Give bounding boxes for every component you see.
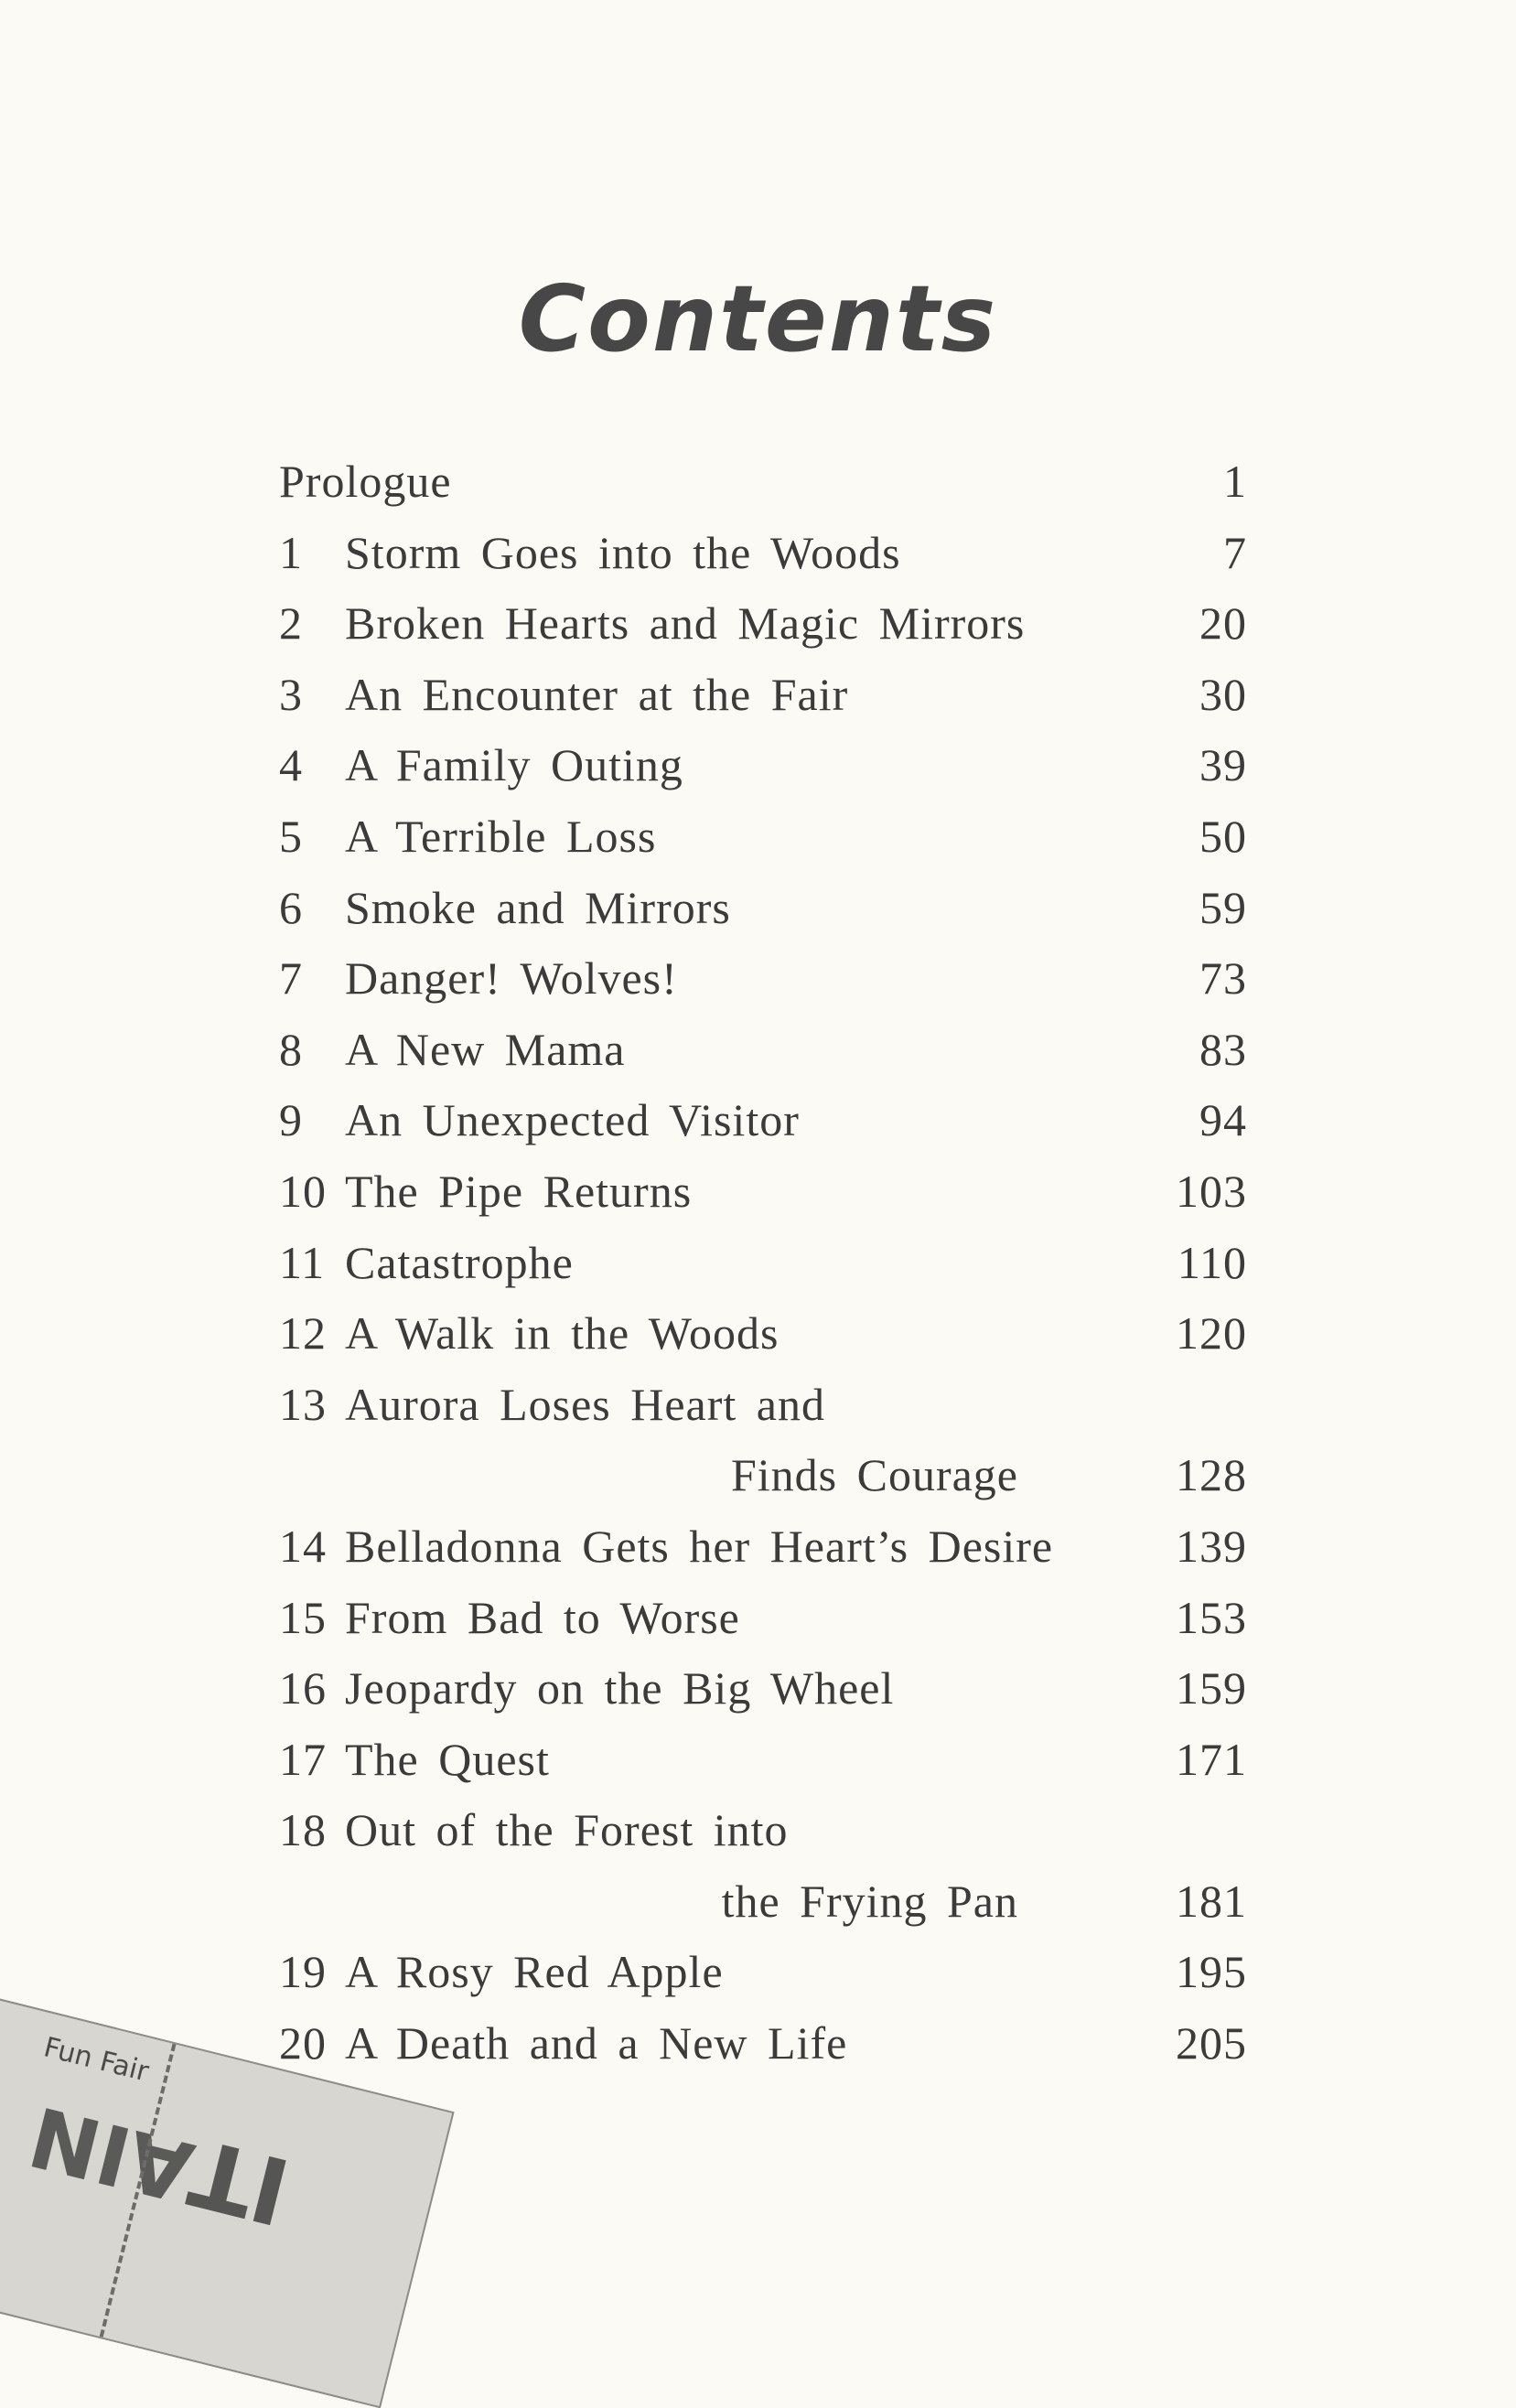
entry-title: A Death and a New Life [345,2017,848,2069]
entry-title: Out of the Forest into [345,1804,789,1856]
toc-entry-19 [279,1937,1247,2008]
page-title: Contents [518,265,998,372]
chapter-number: 18 [279,1804,327,1856]
chapter-number: 5 [279,810,303,862]
chapter-number: 15 [279,1591,327,1643]
entry-title: A New Mama [345,1023,626,1075]
chapter-number: 16 [279,1662,327,1715]
entry-title: A Walk in the Woods [345,1307,780,1360]
toc-entry-20 [279,2008,1247,2080]
entry-page: 59 [1199,881,1247,933]
entry-title: Jeopardy on the Big Wheel [345,1662,895,1715]
entry-page: 128 [1176,1449,1247,1501]
toc-entry-5 [279,801,1247,873]
toc-entry-13-continued [279,1440,1247,1511]
toc-entry-10 [279,1156,1247,1228]
chapter-number: 6 [279,881,303,933]
chapter-number: 2 [279,597,303,650]
entry-title: An Encounter at the Fair [345,668,849,720]
entry-title: Aurora Loses Heart and [345,1378,825,1430]
toc-entry-8 [279,1015,1247,1086]
chapter-number: 11 [279,1236,326,1288]
entry-title: A Family Outing [345,739,683,791]
entry-page: 171 [1176,1733,1247,1785]
entry-title: From Bad to Worse [345,1591,740,1643]
entry-title: Prologue [279,456,452,507]
entry-title: Smoke and Mirrors [345,881,731,933]
toc-entry-prologue [279,446,1247,518]
entry-page: 120 [1176,1307,1247,1360]
entry-page: 7 [1223,526,1247,578]
entry-title: Broken Hearts and Magic Mirrors [345,597,1026,650]
entry-page: 94 [1199,1094,1247,1146]
chapter-number: 17 [279,1733,327,1785]
toc-entry-16 [279,1653,1247,1725]
entry-title: A Rosy Red Apple [345,1946,724,1998]
entry-page: 153 [1176,1591,1247,1643]
chapter-number: 12 [279,1307,327,1360]
chapter-number: 4 [279,739,303,791]
entry-title: The Quest [345,1733,550,1785]
ticket-letters-right: IT [179,2117,300,2245]
entry-page: 39 [1199,739,1247,791]
entry-page: 30 [1199,668,1247,720]
chapter-number: 9 [279,1094,303,1146]
entry-title: Storm Goes into the Woods [345,526,901,578]
toc-entry-3 [279,660,1247,731]
entry-page: 159 [1176,1662,1247,1715]
entry-title: the Frying Pan [721,1875,1018,1927]
entry-page: 73 [1199,952,1247,1005]
toc-entry-9 [279,1085,1247,1156]
chapter-number: 19 [279,1946,327,1998]
entry-page: 20 [1199,597,1247,650]
entry-title: A Terrible Loss [345,810,657,862]
chapter-number: 10 [279,1165,327,1217]
toc-entry-12 [279,1298,1247,1370]
ticket-perforated-edge [344,2104,444,2403]
chapter-number: 14 [279,1520,327,1572]
entry-title: Finds Courage [730,1449,1018,1501]
entry-title: The Pipe Returns [345,1165,693,1217]
chapter-number: 3 [279,668,303,720]
toc-entry-18-continued [279,1866,1247,1938]
entry-title: Belladonna Gets her Heart’s Desire [345,1520,1054,1572]
entry-page: 181 [1176,1875,1247,1927]
toc-entry-7 [279,943,1247,1015]
ticket-label: Fun Fair [40,2031,152,2089]
entry-title: Danger! Wolves! [345,952,678,1005]
toc-entry-15 [279,1583,1247,1654]
entry-page: 1 [1223,456,1247,507]
entry-page: 139 [1176,1520,1247,1572]
toc-entry-6 [279,873,1247,944]
toc-entry-18 [279,1795,1247,1866]
chapter-number: 20 [279,2017,327,2069]
ticket-letters-left: AIN [20,2086,203,2220]
toc-entry-14 [279,1511,1247,1583]
toc-entry-13 [279,1370,1247,1441]
toc-entry-17 [279,1725,1247,1796]
entry-page: 83 [1199,1023,1247,1075]
table-of-contents [279,446,1247,2080]
chapter-number: 7 [279,952,303,1005]
chapter-number: 1 [279,526,303,578]
entry-page: 205 [1176,2017,1247,2069]
toc-entry-11 [279,1228,1247,1299]
chapter-number: 13 [279,1378,327,1430]
entry-title: Catastrophe [345,1236,574,1288]
entry-page: 195 [1176,1946,1247,1998]
entry-page: 50 [1199,810,1247,862]
chapter-number: 8 [279,1023,303,1075]
toc-entry-4 [279,730,1247,801]
entry-title: An Unexpected Visitor [345,1094,800,1146]
entry-page: 110 [1177,1236,1247,1288]
toc-entry-2 [279,588,1247,660]
toc-entry-1 [279,518,1247,589]
entry-page: 103 [1176,1165,1247,1217]
